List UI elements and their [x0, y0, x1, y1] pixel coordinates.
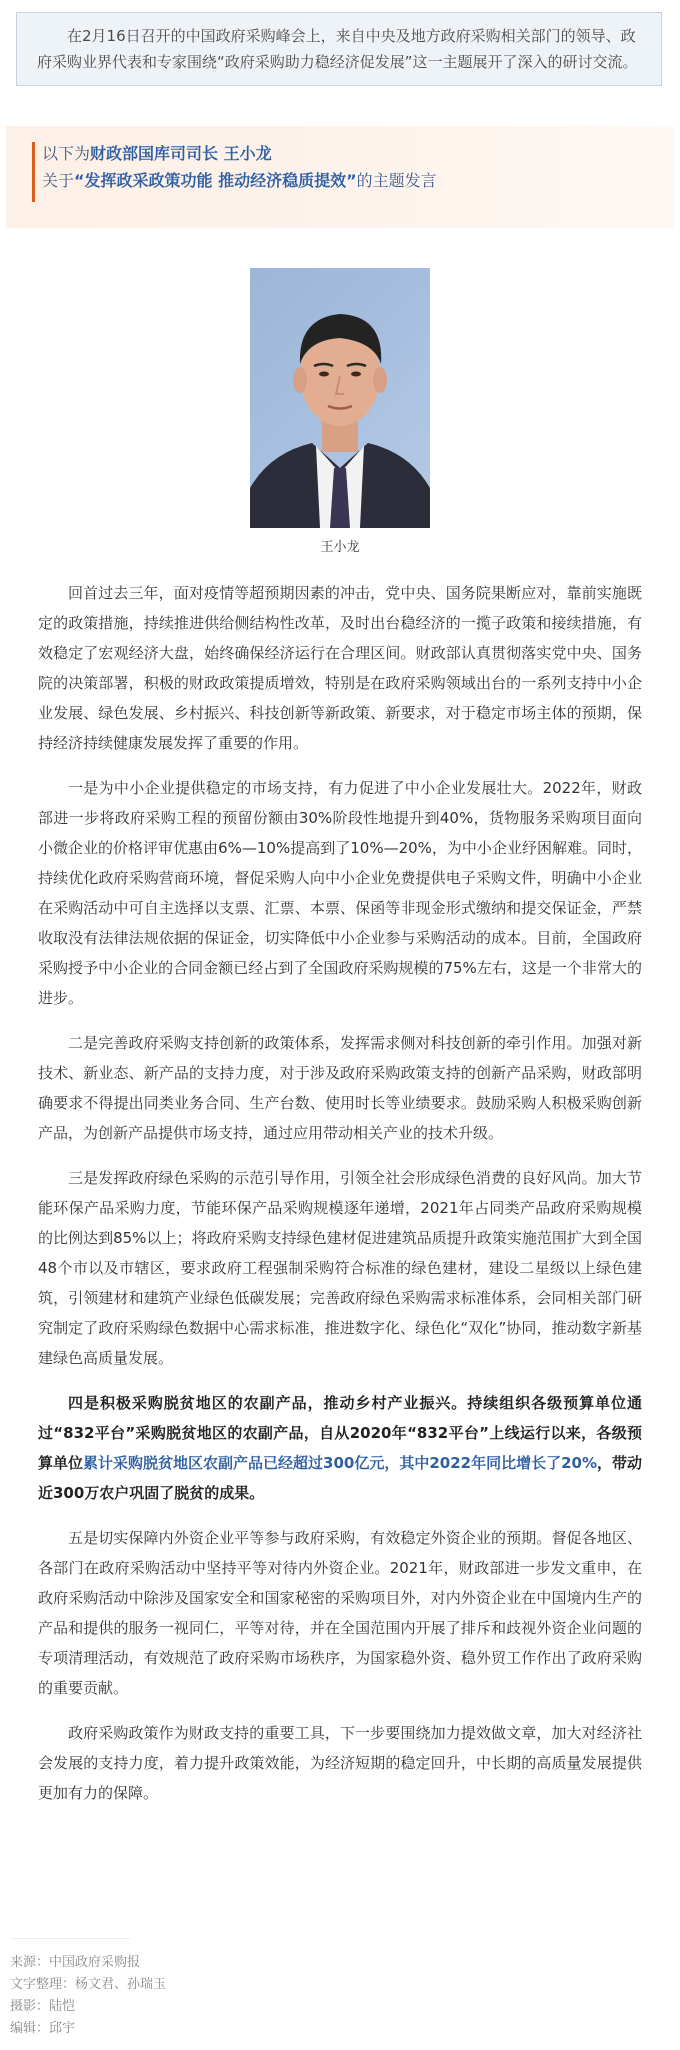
speaker-photo: [250, 268, 430, 528]
paragraph-5-part-b: ，带动近300万农户巩固了脱贫的成果。: [38, 1454, 642, 1502]
footer-editor: 编辑：邱宇: [10, 2021, 76, 2036]
paragraph-6: 五是切实保障内外资企业平等参与政府采购，有效稳定外资企业的预期。督促各地区、各部门在政府采购活动中坚持平等对待内外资企业。2021年，财政部进一步发文重申，在政府采购活动中除涉及国家安全和国家秘密的采购项目外，对内外资企业在中国境内生产的产品和提供的服务一视同仁，平等对待，并在全国范围内开展了排斥和歧视外资企业问题的专项清理活动，有效规范了政府采购市场秩序，为国家稳外资、稳外贸工作作出了政府采购的重要贡献。: [38, 1529, 642, 1697]
paragraph-3: 二是完善政府采购支持创新的政策体系，发挥需求侧对科技创新的牵引作用。加强对新技术、新业态、新产品的支持力度，对于涉及政府采购政策支持的创新产品采购，财政部明确要求不得提出同类业务合同、生产台数、使用时长等业绩要求。鼓励采购人积极采购创新产品，为创新产品提供市场支持，通过应用带动相关产业的技术升级。: [38, 1034, 642, 1142]
footer-divider: [10, 1938, 130, 1939]
topic-suffix: 的主题发言: [356, 171, 437, 190]
paragraph-5: [38, 1388, 642, 1508]
paragraph-5-part-a: 四是积极采购脱贫地区的农副产品，推动乡村产业振兴。持续组织各级预算单位通过“832平台”采购脱贫地区的农副产品，自从2020年“832平台”上线运行以来，各级预算单位: [38, 1394, 642, 1472]
photo-caption: 王小龙: [320, 540, 360, 555]
speaker-accent-bar: [32, 142, 35, 202]
paragraph-5-highlight: 累计采购脱贫地区农副产品已经超过300亿元，其中2022年同比增长了20%: [83, 1454, 597, 1472]
speaker-line-1: [32, 140, 674, 167]
footer-text-editor: 文字整理：杨文君、孙瑞玉: [10, 1977, 167, 1992]
speaker-name: 财政部国库司司长 王小龙: [90, 144, 272, 163]
speaker-prefix: 以下为: [42, 144, 91, 163]
intro-text: 在2月16日召开的中国政府采购峰会上，来自中央及地方政府采购相关部门的领导、政府采购业界代表和专家围绕“政府采购助力稳经济促发展”这一主题展开了深入的研讨交流。: [37, 27, 638, 71]
paragraph-7: 政府采购政策作为财政支持的重要工具，下一步要围绕加力提效做文章，加大对经济社会发展的支持力度，着力提升政策效能，为经济短期的稳定回升，中长期的高质量发展提供更加有力的保障。: [38, 1724, 642, 1802]
footer-source: 来源：中国政府采购报: [10, 1955, 141, 1970]
paragraph-4: 三是发挥政府绿色采购的示范引导作用，引领全社会形成绿色消费的良好风尚。加大节能环保产品采购力度，节能环保产品采购规模逐年递增，2021年占同类产品政府采购规模的比例达到85%以上；将政府采购支持绿色建材促进建筑品质提升政策实施范围扩大到全国48个市以及市辖区，要求政府工程强制采购符合标准的绿色建材，建设二星级以上绿色建筑，引领建材和建筑产业绿色低碳发展；完善政府绿色采购需求标准体系，会同相关部门研究制定了政府采购绿色数据中心需求标准，推进数字化、绿色化“双化”协同，推动数字新基建绿色高质量发展。: [38, 1169, 642, 1367]
speaker-banner: [6, 126, 674, 228]
portrait-illustration: [250, 268, 430, 528]
intro-box: [16, 12, 662, 86]
article-footer: [10, 1952, 166, 2040]
speaker-line-2: [32, 167, 674, 194]
paragraph-2: 一是为中小企业提供稳定的市场支持，有力促进了中小企业发展壮大。2022年，财政部进一步将政府采购工程的预留份额由30%阶段性地提升到40%，货物服务采购项目面向小微企业的价格评审优惠由6%—10%提高到了10%—20%，为中小企业纾困解难。同时，持续优化政府采购营商环境，督促采购人向中小企业免费提供电子采购文件，明确中小企业在采购活动中可自主选择以支票、汇票、本票、保函等非现金形式缴纳和提交保证金，严禁收取没有法律法规依据的保证金，切实降低中小企业参与采购活动的成本。目前，全国政府采购授予中小企业的合同金额已经占到了全国政府采购规模的75%左右，这是一个非常大的进步。: [38, 779, 642, 1007]
footer-photographer: 摄影：陆恺: [10, 1999, 76, 2014]
paragraph-1: 回首过去三年，面对疫情等超预期因素的冲击，党中央、国务院果断应对，靠前实施既定的政策措施，持续推进供给侧结构性改革，及时出台稳经济的一揽子政策和接续措施，有效稳定了宏观经济大盘，始终确保经济运行在合理区间。财政部认真贯彻落实党中央、国务院的决策部署，积极的财政政策提质增效，特别是在政府采购领域出台的一系列支持中小企业发展、绿色发展、乡村振兴、科技创新等新政策、新要求，对于稳定市场主体的预期，保持经济持续健康发展发挥了重要的作用。: [38, 584, 642, 752]
article-body: [38, 578, 642, 1823]
topic-prefix: 关于: [42, 171, 75, 190]
speech-topic: “发挥政采政策功能 推动经济稳质提效”: [74, 171, 357, 190]
